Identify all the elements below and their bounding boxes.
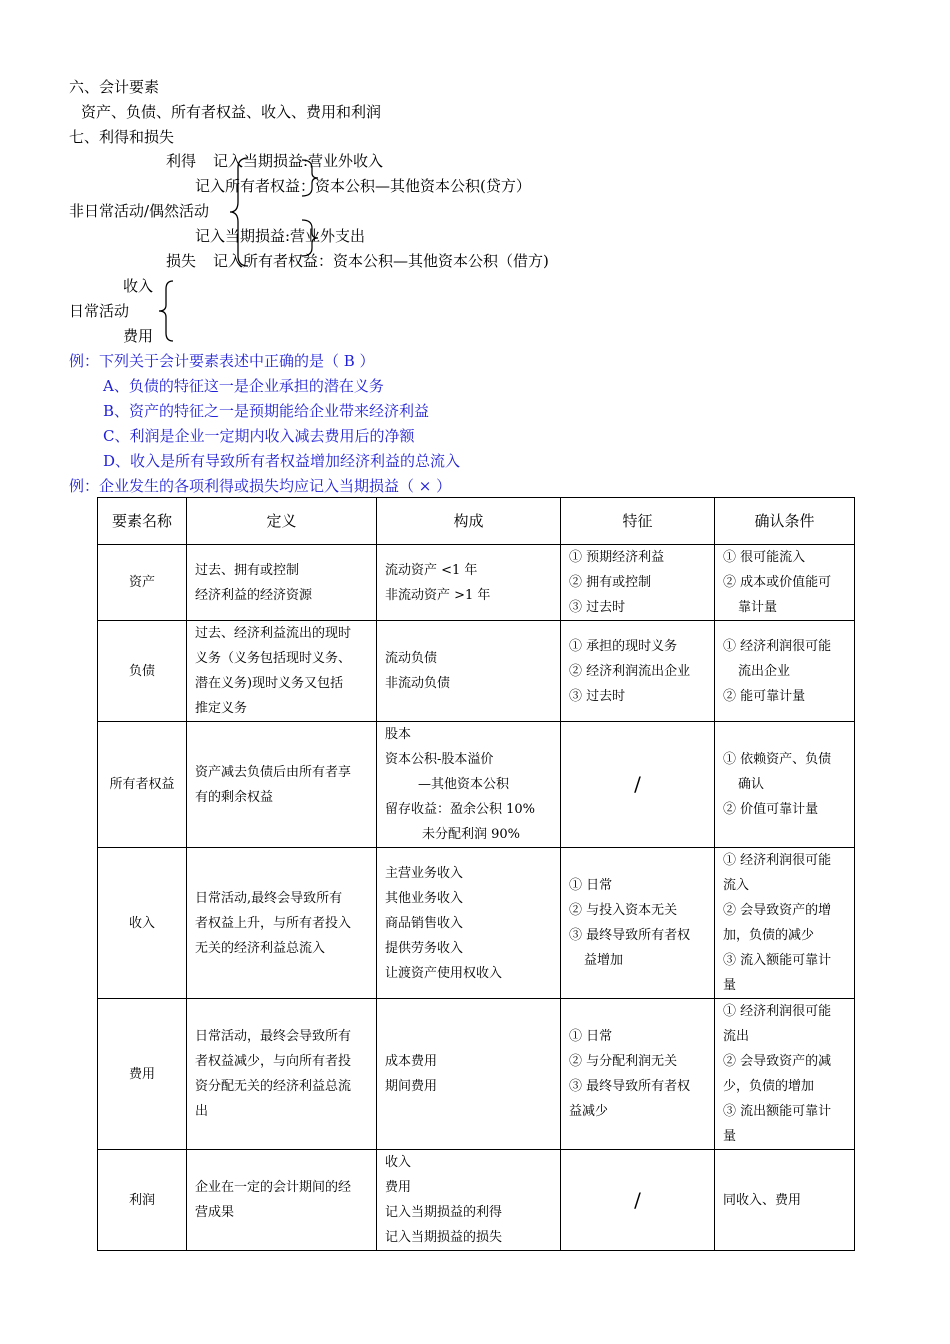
loss-equity-line: 记入所有者权益：资本公积—其他资本公积（借方) bbox=[213, 252, 549, 270]
table-row bbox=[98, 722, 855, 848]
composition-line: 留存收益：盈余公积 10% bbox=[385, 802, 536, 817]
definition-line: 经济利益的经济资源 bbox=[195, 587, 313, 603]
composition-line: 主营业务收入 bbox=[385, 865, 464, 881]
definition-cell bbox=[187, 621, 377, 722]
header-definition: 定义 bbox=[187, 498, 377, 545]
conditions-cell bbox=[715, 621, 855, 722]
features-cell bbox=[561, 621, 715, 722]
condition-line: 量 bbox=[723, 1129, 737, 1144]
composition-line: 流动资产 <1 年 bbox=[385, 562, 478, 578]
definition-line: 者权益上升，与所有者投入 bbox=[195, 915, 352, 931]
definition-line: 者权益减少，与向所有者投 bbox=[195, 1054, 352, 1069]
example1-question: 例：下列关于会计要素表述中正确的是（ B ） bbox=[69, 352, 375, 370]
element-name: 利润 bbox=[98, 1150, 187, 1251]
conditions-cell bbox=[715, 999, 855, 1150]
feature-line: ② 拥有或控制 bbox=[569, 575, 652, 590]
feature-line: ③ 过去时 bbox=[569, 600, 626, 615]
example1-option-c: C、利润是企业一定期内收入减去费用后的净额 bbox=[103, 427, 415, 445]
composition-line: 记入当期损益的利得 bbox=[385, 1205, 503, 1220]
small-brace-bottom-icon bbox=[300, 218, 320, 258]
definition-cell bbox=[187, 999, 377, 1150]
composition-line: 费用 bbox=[385, 1180, 412, 1195]
feature-line: ② 经济利润流出企业 bbox=[569, 663, 691, 679]
definition-cell bbox=[187, 848, 377, 999]
definition-line: 过去、经济利益流出的现时 bbox=[195, 626, 352, 641]
composition-cell bbox=[377, 722, 561, 848]
loss-label: 损失 bbox=[166, 252, 197, 270]
composition-line: 期间费用 bbox=[385, 1079, 438, 1094]
definition-line: 潜在义务)现时义务又包括 bbox=[195, 676, 344, 691]
composition-cell bbox=[377, 999, 561, 1150]
table-row bbox=[98, 1150, 855, 1251]
condition-line: ① 依赖资产、负债 bbox=[723, 752, 832, 767]
element-name: 所有者权益 bbox=[98, 722, 187, 848]
element-name: 负债 bbox=[98, 621, 187, 722]
composition-line: —其他资本公积 bbox=[418, 777, 510, 792]
composition-line: 提供劳务收入 bbox=[385, 940, 464, 956]
condition-line: 确认 bbox=[738, 777, 765, 792]
gain-pl-line: 记入当期损益:营业外收入 bbox=[213, 152, 384, 170]
example2-statement: 例：企业发生的各项利得或损失均应记入当期损益（ × ） bbox=[69, 477, 452, 495]
table-row bbox=[98, 545, 855, 621]
element-name: 资产 bbox=[98, 545, 187, 621]
composition-cell bbox=[377, 848, 561, 999]
feature-line: ③ 最终导致所有者权 bbox=[569, 928, 691, 943]
feature-line: ① 承担的现时义务 bbox=[569, 638, 678, 654]
table-row bbox=[98, 999, 855, 1150]
condition-line: 靠计量 bbox=[738, 600, 778, 615]
conditions-cell bbox=[715, 1150, 855, 1251]
accounting-elements-table bbox=[97, 497, 855, 1251]
routine-expense: 费用 bbox=[123, 327, 154, 345]
gain-equity-line: 记入所有者权益：资本公积—其他资本公积(贷方） bbox=[195, 177, 531, 195]
feature-line: ① 预期经济利益 bbox=[569, 550, 665, 565]
definition-line: 推定义务 bbox=[195, 701, 248, 716]
composition-line: 商品销售收入 bbox=[385, 915, 464, 931]
definition-cell bbox=[187, 545, 377, 621]
definition-line: 资产减去负债后由所有者享 bbox=[195, 764, 352, 780]
elements-list: 资产、负债、所有者权益、收入、费用和利润 bbox=[81, 103, 382, 121]
condition-line: ③ 流入额能可靠计 bbox=[723, 953, 832, 968]
composition-cell bbox=[377, 1150, 561, 1251]
routine-income: 收入 bbox=[123, 277, 154, 295]
table-header-row bbox=[98, 498, 855, 545]
condition-line: 少，负债的增加 bbox=[723, 1079, 815, 1094]
feature-line: ① 日常 bbox=[569, 878, 613, 893]
feature-line: ① 日常 bbox=[569, 1029, 613, 1044]
condition-line: ② 会导致资产的增 bbox=[723, 903, 832, 918]
conditions-cell bbox=[715, 545, 855, 621]
routine-label: 日常活动 bbox=[69, 302, 130, 320]
example1-option-d: D、收入是所有导致所有者权益增加经济利益的总流入 bbox=[103, 452, 461, 470]
condition-line: 流出企业 bbox=[738, 663, 791, 679]
feature-line: ③ 最终导致所有者权 bbox=[569, 1079, 691, 1094]
composition-line: 其他业务收入 bbox=[385, 890, 464, 906]
condition-line: ① 经济利润很可能 bbox=[723, 1004, 832, 1019]
definition-line: 资分配无关的经济利益总流 bbox=[195, 1079, 352, 1094]
definition-line: 企业在一定的会计期间的经 bbox=[195, 1180, 352, 1195]
features-cell: / bbox=[561, 722, 715, 848]
conditions-cell bbox=[715, 722, 855, 848]
nonroutine-label: 非日常活动/偶然活动 bbox=[69, 202, 210, 220]
features-cell bbox=[561, 999, 715, 1150]
composition-line: 成本费用 bbox=[385, 1054, 438, 1069]
table-row bbox=[98, 621, 855, 722]
composition-line: 流动负债 bbox=[385, 651, 438, 666]
condition-line: ① 很可能流入 bbox=[723, 550, 806, 565]
loss-pl-line: 记入当期损益:营业外支出 bbox=[195, 227, 366, 245]
definition-line: 无关的经济利益总流入 bbox=[195, 940, 326, 956]
condition-line: ② 价值可靠计量 bbox=[723, 802, 819, 817]
section-heading-6: 六、会计要素 bbox=[69, 78, 160, 96]
section-heading-7: 七、利得和损失 bbox=[69, 128, 175, 146]
condition-line: 流出 bbox=[723, 1029, 750, 1044]
features-cell: / bbox=[561, 1150, 715, 1251]
condition-line: 加，负债的减少 bbox=[723, 928, 815, 943]
conditions-cell bbox=[715, 848, 855, 999]
example1-option-b: B、资产的特征之一是预期能给企业带来经济利益 bbox=[103, 402, 430, 420]
composition-cell bbox=[377, 621, 561, 722]
feature-line: ② 与投入资本无关 bbox=[569, 903, 678, 918]
definition-line: 营成果 bbox=[195, 1205, 235, 1220]
header-conditions: 确认条件 bbox=[715, 498, 855, 545]
feature-line: 益增加 bbox=[584, 953, 624, 968]
definition-line: 过去、拥有或控制 bbox=[195, 562, 300, 578]
features-cell bbox=[561, 848, 715, 999]
header-features: 特征 bbox=[561, 498, 715, 545]
definition-line: 日常活动，最终会导致所有 bbox=[195, 1029, 352, 1044]
header-name: 要素名称 bbox=[98, 498, 187, 545]
composition-line: 让渡资产使用权收入 bbox=[385, 965, 503, 981]
composition-line: 股本 bbox=[385, 727, 412, 742]
composition-line: 资本公积-股本溢价 bbox=[385, 752, 494, 767]
composition-line: 非流动资产 >1 年 bbox=[385, 587, 491, 603]
composition-line: 未分配利润 90% bbox=[422, 827, 521, 842]
composition-line: 非流动负债 bbox=[385, 676, 451, 691]
table-row bbox=[98, 848, 855, 999]
condition-line: 流入 bbox=[723, 878, 750, 893]
definition-cell bbox=[187, 722, 377, 848]
element-name: 收入 bbox=[98, 848, 187, 999]
small-brace-top-icon bbox=[300, 158, 320, 198]
definition-line: 日常活动,最终会导致所有 bbox=[195, 890, 343, 906]
feature-line: 益减少 bbox=[569, 1104, 609, 1119]
gain-label: 利得 bbox=[166, 152, 197, 170]
routine-brace-icon bbox=[157, 279, 177, 343]
definition-cell bbox=[187, 1150, 377, 1251]
condition-line: ② 成本或价值能可 bbox=[723, 575, 832, 590]
condition-line: ① 经济利润很可能 bbox=[723, 853, 832, 868]
element-name: 费用 bbox=[98, 999, 187, 1150]
features-cell bbox=[561, 545, 715, 621]
composition-line: 收入 bbox=[385, 1155, 412, 1170]
condition-line: 量 bbox=[723, 978, 737, 993]
condition-line: ② 会导致资产的减 bbox=[723, 1054, 832, 1069]
definition-line: 有的剩余权益 bbox=[195, 789, 274, 805]
composition-line: 记入当期损益的损失 bbox=[385, 1230, 503, 1245]
large-brace-icon bbox=[228, 156, 252, 268]
definition-line: 出 bbox=[195, 1104, 209, 1119]
definition-line: 义务（义务包括现时义务、 bbox=[195, 651, 352, 666]
header-composition: 构成 bbox=[377, 498, 561, 545]
feature-line: ② 与分配利润无关 bbox=[569, 1054, 678, 1069]
condition-line: ① 经济利润很可能 bbox=[723, 638, 832, 654]
condition-line: 同收入、费用 bbox=[723, 1192, 802, 1208]
feature-line: ③ 过去时 bbox=[569, 688, 626, 704]
condition-line: ② 能可靠计量 bbox=[723, 688, 806, 704]
condition-line: ③ 流出额能可靠计 bbox=[723, 1104, 832, 1119]
example1-option-a: A、负债的特征这一是企业承担的潜在义务 bbox=[103, 377, 384, 395]
composition-cell bbox=[377, 545, 561, 621]
